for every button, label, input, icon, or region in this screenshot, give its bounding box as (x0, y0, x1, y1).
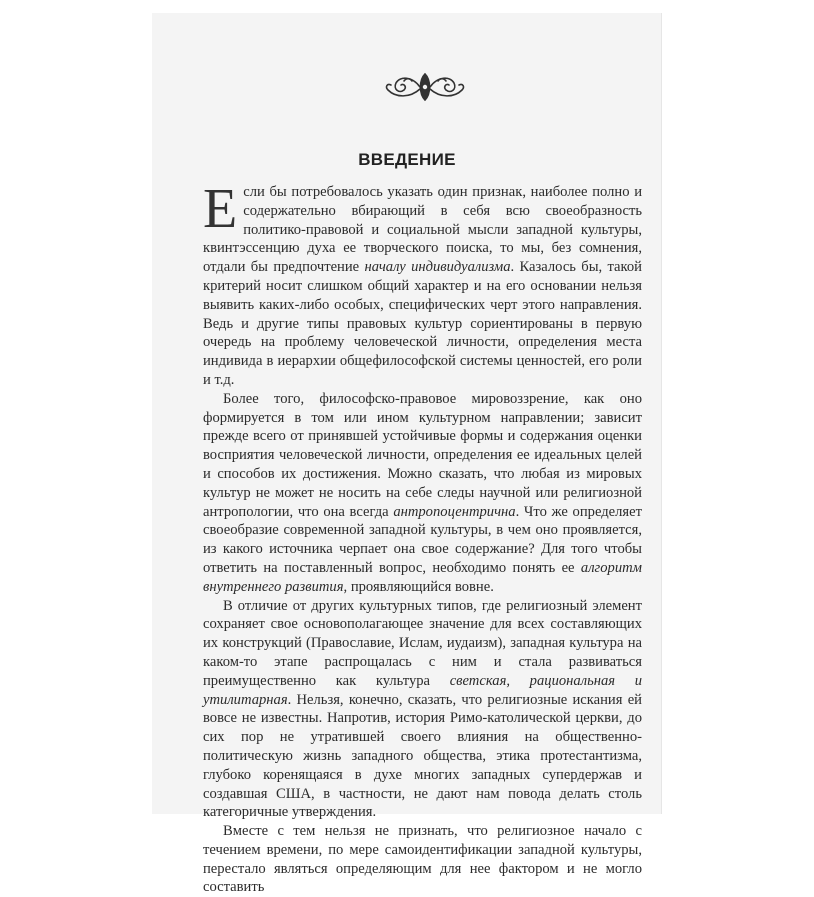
chapter-title: ВВЕДЕНИЕ (358, 150, 456, 169)
italic-phrase: светская, рациональная и утилитарная (203, 672, 642, 708)
text-run: В отличие от других культурных типов, где религиозный элемент сохраняет свое основополагающее значение для всех составляющих их конструкций (Православие, Ислам, иудаизм), западная культура на каком-то этапе распрощалась с ним и стала развиваться преимущественно как культура (203, 597, 642, 689)
ornament-icon (382, 70, 468, 104)
text-run: , проявляющийся вовне. (343, 578, 494, 595)
text-run: Вместе с тем нельзя не признать, что религиозное начало с течением времени, по мере самоидентификации западной культуры, перестало являться определяющим для нее фактором и не могло составить (203, 823, 642, 896)
text-run: . Казалось бы, такой критерий носит слишком общий характер и на его основании нельзя выявить каких-либо особых, специфических черт этого направления. Ведь и другие типы правовых культур сориентированы в первую очередь на проблему человеческой личности, определения места индивида в иерархии общефилософской системы ценностей, его роли и т.д. (203, 259, 642, 388)
italic-phrase: алгоритм внутреннего развития (203, 559, 642, 595)
italic-phrase: началу индивидуализма (364, 259, 511, 276)
text-run: Более того, философско-правовое мировоззрение, как оно формируется в том или ином культурном направлении; зависит прежде всего от принявшей устойчивые формы и содержания оценки восприятия человеческой личности, определения ее идеальных целей и способов их достижения. Можно сказать, что любая из мировых культур не может не носить на себе следы научной или религиозной антропологии, что она всегда (203, 390, 642, 520)
text-run: . Что же определяет своеобразие современной западной культуры, в чем оно проявляется, из какого источника черпает она свое содержание? Для того чтобы ответить на поставленный вопрос, необходимо понять ее (203, 503, 642, 576)
paragraph (203, 390, 642, 597)
body-text (203, 178, 642, 897)
paragraph (203, 597, 642, 823)
text-run: . Нельзя, конечно, сказать, что религиозные искания ей вовсе не известны. Напротив, история Римо-католической церкви, до сих пор не утратившей своего влияния на общественно-политическую жизнь западного общества, этика протестантизма, глубоко коренящаяся в духе многих западных супердержав и создавшая США, в частности, не дают нам повода делать столь категоричные утверждения. (203, 691, 642, 821)
italic-phrase: антропоцентрична (393, 503, 516, 520)
paragraph (203, 178, 642, 390)
drop-cap: Е (203, 178, 238, 240)
text-run: сли бы потребовалось указать один признак, наиболее полно и содержательно вбирающий в себя всю своеобразность политико-правовой и социальной мысли западной культуры, квинтэссенцию духа ее творческого поиска, то мы, без сомнения, отдали бы предпочтение (203, 184, 642, 276)
paragraph (203, 822, 642, 897)
